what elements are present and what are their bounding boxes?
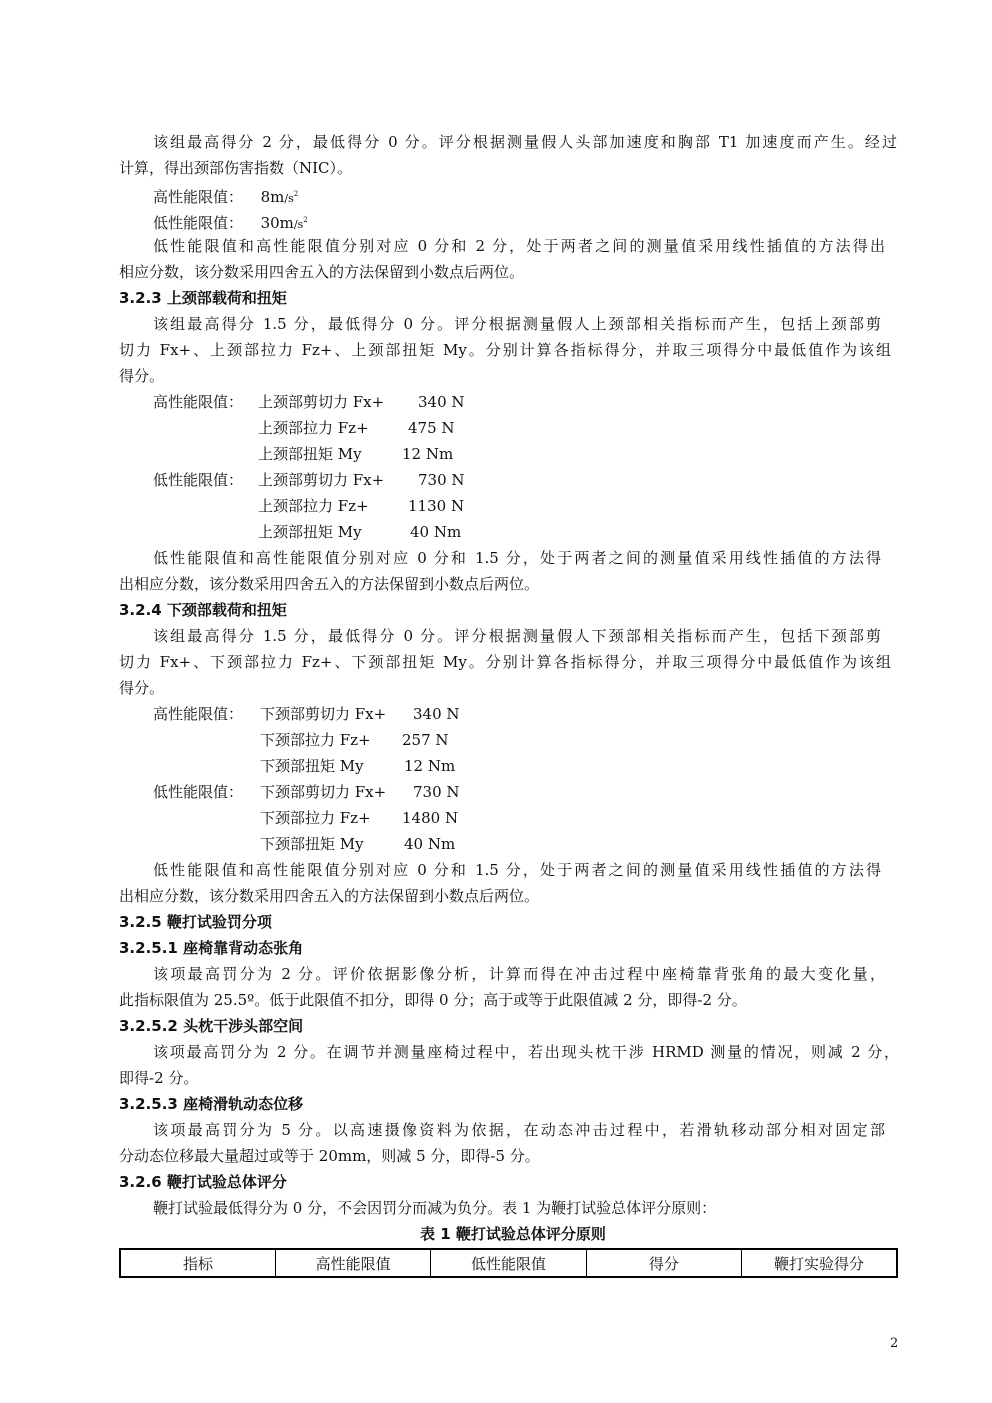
upper-neck-high-value-0: 340 N — [418, 393, 465, 411]
rail-para-line: 该项最高罚分为 5 分。以高速摄像资料为依据，在动态冲击过程中，若滑轨移动部分相对固定部 — [153, 1121, 885, 1139]
upper-neck-para-line: 出相应分数，该分数采用四舍五入的方法保留到小数点后两位。 — [119, 575, 540, 593]
lower-neck-para-line: 切力 Fx+、下颈部拉力 Fz+、下颈部扭矩 My。分别计算各指标得分，并取三项得分中最低值作为该组 — [119, 653, 891, 671]
upper-neck-high-value-2: 12 Nm — [402, 445, 454, 463]
lower-neck-high-value-2: 12 Nm — [404, 757, 456, 775]
limit-unit: /s — [284, 192, 294, 205]
headrest-para-line: 即得-2 分。 — [119, 1069, 199, 1087]
lower-neck-para-line: 出相应分数，该分数采用四舍五入的方法保留到小数点后两位。 — [119, 887, 540, 905]
upper-neck-high-label: 高性能限值： — [153, 393, 244, 411]
table-header-cell: 高性能限值 — [275, 1249, 430, 1277]
upper-neck-heading: 3.2.3 上颈部载荷和扭矩 — [119, 289, 287, 307]
nic-para-line: 低性能限值和高性能限值分别对应 0 分和 2 分，处于两者之间的测量值采用线性插值的方法得出 — [153, 237, 885, 255]
headrest-para-line: 该项最高罚分为 2 分。在调节并测量座椅过程中，若出现头枕干涉 HRMD 测量的情况，则减 2 分， — [153, 1043, 899, 1061]
lower-neck-low-label: 低性能限值： — [153, 783, 244, 801]
table-header-cell: 指标 — [120, 1249, 275, 1277]
upper-neck-low-value-2: 40 Nm — [410, 523, 462, 541]
upper-neck-para-line: 低性能限值和高性能限值分别对应 0 分和 1.5 分，处于两者之间的测量值采用线性插值的方法得 — [153, 549, 881, 567]
upper-neck-high-value-1: 475 N — [408, 419, 455, 437]
table-header-cell: 鞭打实验得分 — [742, 1249, 897, 1277]
seatback-heading: 3.2.5.1 座椅靠背动态张角 — [119, 939, 304, 957]
lower-neck-high-item-1: 下颈部拉力 Fz+ — [260, 731, 371, 749]
lower-neck-low-value-0: 730 N — [413, 783, 460, 801]
lower-neck-high-value-0: 340 N — [413, 705, 460, 723]
lower-neck-para-line: 低性能限值和高性能限值分别对应 0 分和 1.5 分，处于两者之间的测量值采用线性插值的方法得 — [153, 861, 881, 879]
lower-neck-low-value-1: 1480 N — [402, 809, 459, 827]
rail-heading: 3.2.5.3 座椅滑轨动态位移 — [119, 1095, 304, 1113]
lower-neck-low-item-1: 下颈部拉力 Fz+ — [260, 809, 371, 827]
page-number: 2 — [890, 1336, 899, 1351]
nic-para-line: 该组最高得分 2 分，最低得分 0 分。评分根据测量假人头部加速度和胸部 T1 加速度而产生。经过 — [153, 133, 897, 151]
lower-neck-high-item-0: 下颈部剪切力 Fx+ — [260, 705, 387, 723]
lower-neck-low-item-2: 下颈部扭矩 My — [260, 835, 364, 853]
headrest-heading: 3.2.5.2 头枕干涉头部空间 — [119, 1017, 304, 1035]
upper-neck-para-line: 得分。 — [119, 367, 165, 385]
upper-neck-para-line: 该组最高得分 1.5 分，最低得分 0 分。评分根据测量假人上颈部相关指标而产生，包括上颈部剪 — [153, 315, 881, 333]
table-header-cell: 得分 — [586, 1249, 741, 1277]
overall-para-line: 鞭打试验最低得分为 0 分，不会因罚分而减为负分。表 1 为鞭打试验总体评分原则： — [153, 1199, 717, 1217]
nic-high-limit: 高性能限值： $8m/s^2$ — [153, 188, 299, 206]
upper-neck-high-item-1: 上颈部拉力 Fz+ — [258, 419, 369, 437]
upper-neck-para-line: 切力 Fx+、上颈部拉力 Fz+、上颈部扭矩 My。分别计算各指标得分，并取三项得分中最低值作为该组 — [119, 341, 891, 359]
upper-neck-low-item-2: 上颈部扭矩 My — [258, 523, 362, 541]
table-header-row — [120, 1249, 897, 1277]
lower-neck-heading: 3.2.4 下颈部载荷和扭矩 — [119, 601, 287, 619]
table-caption: 表 1 鞭打试验总体评分原则 — [420, 1225, 606, 1243]
nic-low-limit: 低性能限值： $30m/s^2$ — [153, 214, 308, 232]
rail-para-line: 分动态位移最大量超过或等于 20mm，则减 5 分，即得-5 分。 — [119, 1147, 540, 1165]
seatback-para-line: 此指标限值为 25.5º。低于此限值不扣分，即得 0 分；高于或等于此限值减 2 分，即得-2 分。 — [119, 991, 747, 1009]
upper-neck-low-value-0: 730 N — [418, 471, 465, 489]
upper-neck-high-item-2: 上颈部扭矩 My — [258, 445, 362, 463]
limit-value: 8m — [260, 188, 285, 206]
upper-neck-low-item-0: 上颈部剪切力 Fx+ — [258, 471, 385, 489]
scoring-table — [119, 1248, 898, 1278]
lower-neck-low-item-0: 下颈部剪切力 Fx+ — [260, 783, 387, 801]
limit-unit: /s — [293, 218, 304, 231]
nic-para-line: 相应分数，该分数采用四舍五入的方法保留到小数点后两位。 — [119, 263, 525, 281]
upper-neck-low-value-1: 1130 N — [408, 497, 465, 515]
upper-neck-low-label: 低性能限值： — [153, 471, 244, 489]
lower-neck-para-line: 得分。 — [119, 679, 165, 697]
limit-label: 低性能限值： — [153, 214, 244, 232]
lower-neck-high-item-2: 下颈部扭矩 My — [260, 757, 364, 775]
upper-neck-high-item-0: 上颈部剪切力 Fx+ — [258, 393, 385, 411]
table-header-cell: 低性能限值 — [431, 1249, 586, 1277]
limit-value: 30m — [260, 214, 294, 232]
lower-neck-high-value-1: 257 N — [402, 731, 449, 749]
upper-neck-low-item-1: 上颈部拉力 Fz+ — [258, 497, 369, 515]
overall-heading: 3.2.6 鞭打试验总体评分 — [119, 1173, 287, 1191]
limit-label: 高性能限值： — [153, 188, 244, 206]
lower-neck-high-label: 高性能限值： — [153, 705, 244, 723]
seatback-para-line: 该项最高罚分为 2 分。评价依据影像分析，计算而得在冲击过程中座椅靠背张角的最大变化量， — [153, 965, 885, 983]
lower-neck-para-line: 该组最高得分 1.5 分，最低得分 0 分。评分根据测量假人下颈部相关指标而产生，包括下颈部剪 — [153, 627, 881, 645]
lower-neck-low-value-2: 40 Nm — [404, 835, 456, 853]
penalty-heading: 3.2.5 鞭打试验罚分项 — [119, 913, 272, 931]
nic-para-line: 计算，得出颈部伤害指数（NIC）。 — [119, 159, 353, 177]
